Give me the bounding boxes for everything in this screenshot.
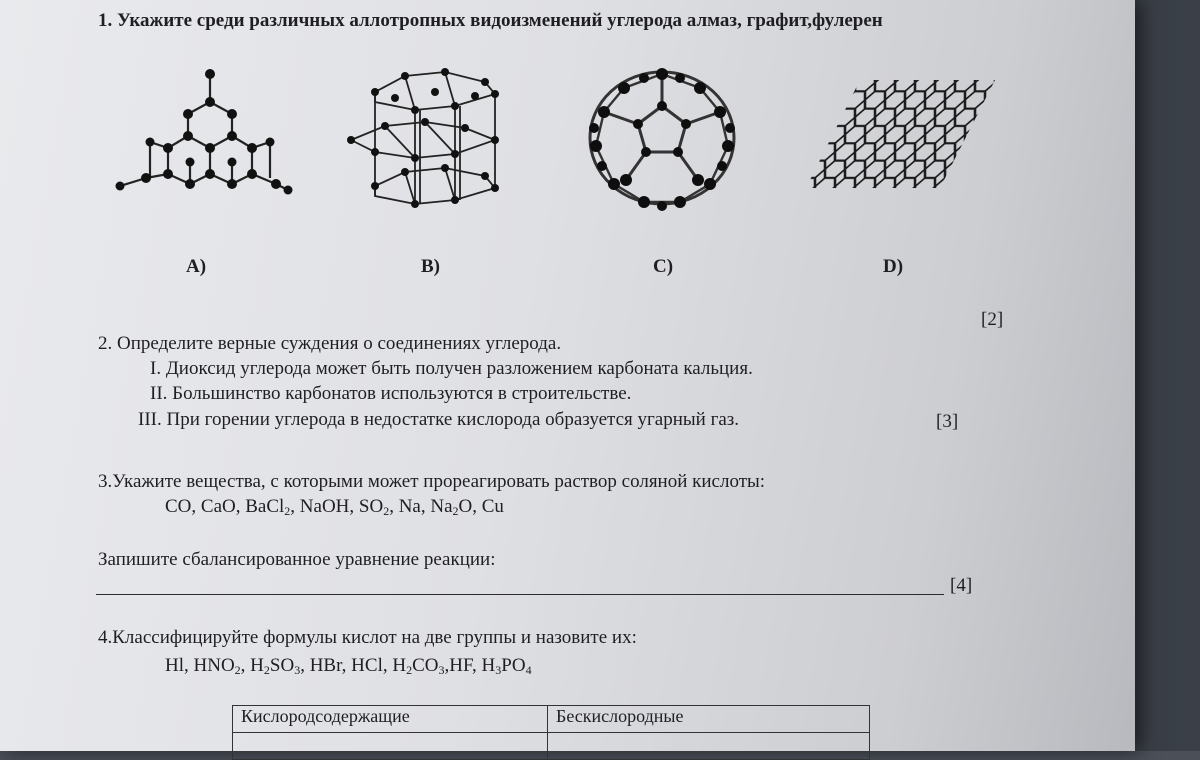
equation-instruction: Запишите сбалансированное уравнение реакции: [98, 549, 496, 570]
acid-formula-list: Hl, $HNO_2$, $H_2SO_3$, HBr, HCl, $H_2CO_3,HF$, $H_3PO_4$ [165, 655, 532, 677]
graphene-structure-image [800, 74, 995, 194]
header-oxygen-containing: Кислородсодержащие [233, 706, 548, 733]
statement-1: I. Диоксид углерода может быть получен разложением карбоната кальция. [150, 358, 753, 379]
graphite-structure-image [345, 62, 515, 212]
answer-line[interactable] [96, 594, 944, 595]
question-1-points: [2] [981, 309, 1004, 330]
table-header-row [233, 706, 870, 733]
fullerene-structure-image [580, 66, 745, 211]
acid-classification-table [232, 705, 870, 760]
question-2-points: [3] [936, 411, 959, 432]
option-c-label: C) [653, 256, 674, 277]
table-row [233, 733, 870, 760]
question-1-text: 1. Укажите среди различных аллотропных видоизменений углерода алмаз, графит,фулерен [98, 10, 883, 31]
question-3-points: [4] [950, 575, 973, 596]
statement-2: II. Большинство карбонатов используются в строительстве. [150, 383, 632, 404]
question-3-title: 3.Укажите вещества, с которыми может прореагировать раствор соляной кислоты: [98, 471, 766, 492]
answer-cell-oxygen-free[interactable] [548, 733, 870, 760]
substance-list: CO, CaO, BaCl$_2$, NaOH, $SO_2$, Na, $Na_2O$, Cu [165, 496, 504, 518]
diamond-structure-image [110, 66, 300, 206]
question-2-title: 2. Определите верные суждения о соединениях углерода. [98, 333, 562, 354]
header-oxygen-free: Бескислородные [548, 706, 870, 733]
statement-3: III. При горении углерода в недостатке кислорода образуется угарный газ. [138, 409, 740, 430]
option-d-label: D) [883, 256, 904, 277]
question-4-title: 4.Классифицируйте формулы кислот на две группы и назовите их: [98, 627, 637, 648]
answer-cell-oxygen-containing[interactable] [233, 733, 548, 760]
option-b-label: B) [421, 256, 440, 277]
option-a-label: A) [186, 256, 207, 277]
